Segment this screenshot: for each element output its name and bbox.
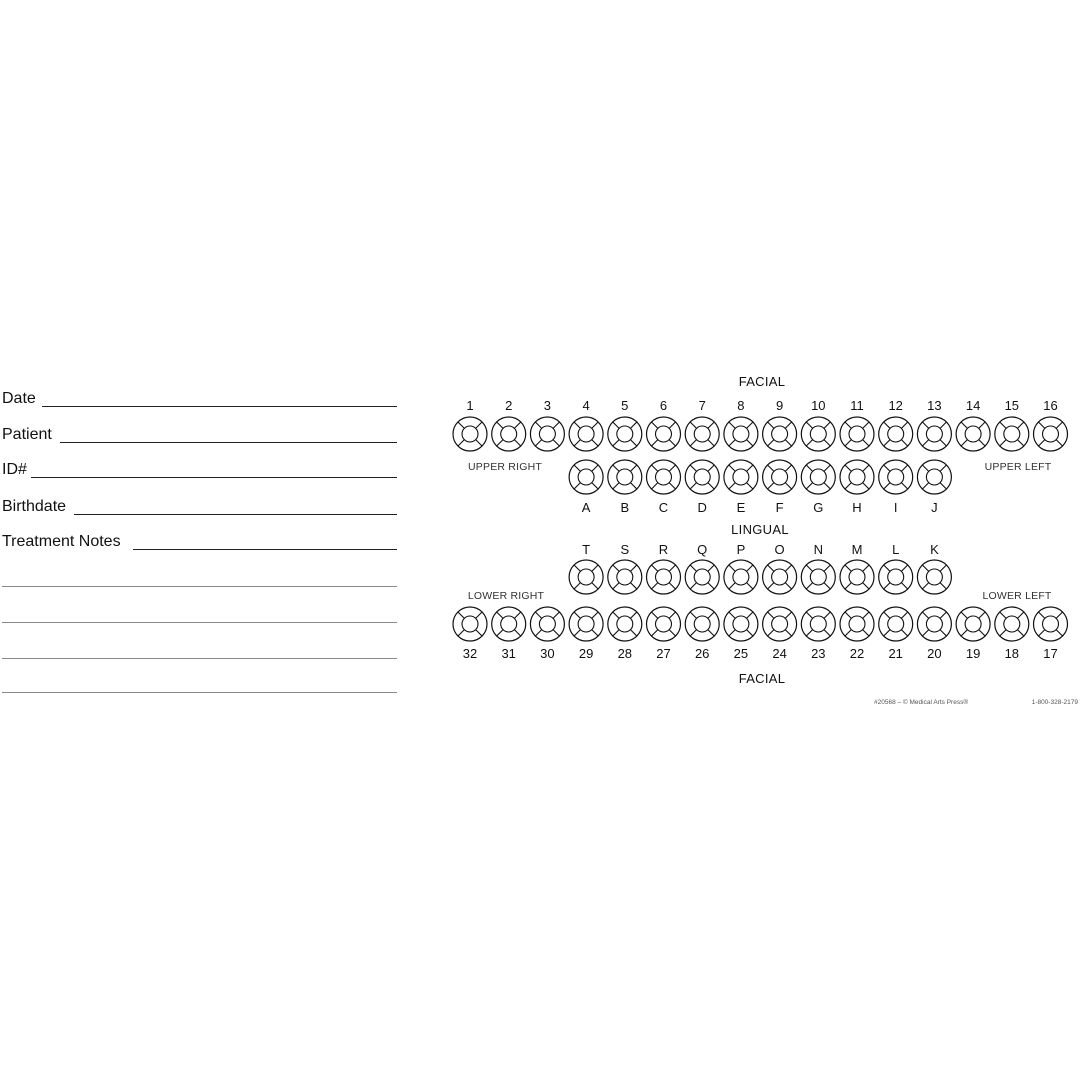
tooth-number-label: 16 <box>1043 398 1058 413</box>
tooth-31[interactable] <box>492 607 526 641</box>
tooth-R[interactable] <box>647 560 681 594</box>
footer-code: #20568 – © Medical Arts Press® <box>874 699 969 706</box>
tooth-A[interactable] <box>569 460 603 494</box>
tooth-number-label: P <box>736 542 746 557</box>
tooth-number-label: 22 <box>849 646 865 661</box>
tooth-number-label: 17 <box>1043 646 1058 661</box>
tooth-6[interactable] <box>647 417 681 451</box>
tooth-21[interactable] <box>879 607 913 641</box>
facial-bottom-label: FACIAL <box>738 671 786 686</box>
tooth-number-label: 27 <box>656 646 671 661</box>
tooth-number-label: E <box>736 500 746 515</box>
tooth-S[interactable] <box>608 560 642 594</box>
tooth-number-label: L <box>892 542 900 557</box>
tooth-number-label: H <box>852 500 862 515</box>
tooth-F[interactable] <box>763 460 797 494</box>
tooth-23[interactable] <box>801 607 835 641</box>
tooth-number-label: 18 <box>1004 646 1020 661</box>
tooth-10[interactable] <box>801 417 835 451</box>
tooth-C[interactable] <box>647 460 681 494</box>
tooth-number-label: F <box>775 500 784 515</box>
tooth-28[interactable] <box>608 607 642 641</box>
tooth-number-label: Q <box>697 542 708 557</box>
tooth-number-label: 10 <box>811 398 826 413</box>
tooth-E[interactable] <box>724 460 758 494</box>
tooth-number-label: 20 <box>927 646 942 661</box>
tooth-number-label: 31 <box>501 646 516 661</box>
tooth-B[interactable] <box>608 460 642 494</box>
tooth-number-label: S <box>620 542 630 557</box>
tooth-1[interactable] <box>453 417 487 451</box>
tooth-number-label: B <box>620 500 630 515</box>
tooth-number-label: T <box>582 542 591 557</box>
facial-top-label: FACIAL <box>738 374 786 389</box>
tooth-27[interactable] <box>647 607 681 641</box>
tooth-16[interactable] <box>1034 417 1068 451</box>
lingual-label: LINGUAL <box>731 522 789 537</box>
tooth-number-label: K <box>930 542 939 557</box>
tooth-number-label: 32 <box>462 646 478 661</box>
tooth-number-label: 8 <box>737 398 745 413</box>
tooth-number-label: O <box>774 542 785 557</box>
treatment-notes-label: Treatment Notes <box>2 533 121 550</box>
tooth-26[interactable] <box>685 607 719 641</box>
tooth-number-label: 19 <box>965 646 981 661</box>
footer-phone: 1-800-328-2179 <box>1031 699 1078 706</box>
tooth-4[interactable] <box>569 417 603 451</box>
tooth-number-label: 6 <box>659 398 668 413</box>
tooth-number-label: R <box>658 542 669 557</box>
tooth-20[interactable] <box>917 607 951 641</box>
tooth-9[interactable] <box>763 417 797 451</box>
tooth-5[interactable] <box>608 417 642 451</box>
tooth-19[interactable] <box>956 607 990 641</box>
tooth-O[interactable] <box>763 560 797 594</box>
tooth-number-label: 21 <box>888 646 903 661</box>
tooth-number-label: A <box>581 500 591 515</box>
tooth-number-label: D <box>697 500 707 515</box>
tooth-number-label: I <box>893 500 898 515</box>
birthdate-label: Birthdate <box>2 498 67 515</box>
tooth-2[interactable] <box>492 417 526 451</box>
tooth-number-label: 28 <box>617 646 633 661</box>
tooth-number-label: 23 <box>811 646 826 661</box>
tooth-22[interactable] <box>840 607 874 641</box>
tooth-30[interactable] <box>530 607 564 641</box>
tooth-number-label: 1 <box>466 398 474 413</box>
tooth-number-label: 26 <box>694 646 710 661</box>
tooth-G[interactable] <box>801 460 835 494</box>
tooth-number-label: 3 <box>543 398 552 413</box>
lower-left-label: LOWER LEFT <box>982 590 1052 602</box>
tooth-N[interactable] <box>801 560 835 594</box>
patient-label: Patient <box>2 426 52 443</box>
upper-right-label: UPPER RIGHT <box>468 461 542 473</box>
tooth-number-label: 11 <box>850 398 864 413</box>
tooth-24[interactable] <box>763 607 797 641</box>
lower-right-label: LOWER RIGHT <box>467 590 545 602</box>
tooth-8[interactable] <box>724 417 758 451</box>
tooth-3[interactable] <box>530 417 564 451</box>
tooth-14[interactable] <box>956 417 990 451</box>
tooth-number-label: G <box>813 500 824 515</box>
tooth-number-label: 2 <box>505 398 513 413</box>
tooth-number-label: 4 <box>582 398 590 413</box>
tooth-P[interactable] <box>724 560 758 594</box>
id-label: ID# <box>2 461 27 478</box>
tooth-25[interactable] <box>724 607 758 641</box>
tooth-number-label: J <box>931 500 938 515</box>
tooth-32[interactable] <box>453 607 487 641</box>
tooth-T[interactable] <box>569 560 603 594</box>
tooth-number-label: 12 <box>888 398 903 413</box>
tooth-J[interactable] <box>917 460 951 494</box>
tooth-number-label: M <box>851 542 863 557</box>
tooth-12[interactable] <box>879 417 913 451</box>
tooth-15[interactable] <box>995 417 1029 451</box>
tooth-number-label: 24 <box>772 646 787 661</box>
tooth-13[interactable] <box>917 417 951 451</box>
tooth-number-label: 14 <box>965 398 981 413</box>
tooth-29[interactable] <box>569 607 603 641</box>
tooth-7[interactable] <box>685 417 719 451</box>
tooth-number-label: 7 <box>698 398 706 413</box>
tooth-K[interactable] <box>917 560 951 594</box>
tooth-number-label: 9 <box>775 398 784 413</box>
tooth-11[interactable] <box>840 417 874 451</box>
tooth-number-label: 15 <box>1004 398 1020 413</box>
tooth-number-label: C <box>658 500 669 515</box>
tooth-number-label: 5 <box>621 398 629 413</box>
tooth-D[interactable] <box>685 460 719 494</box>
tooth-number-label: N <box>813 542 823 557</box>
tooth-M[interactable] <box>840 560 874 594</box>
upper-left-label: UPPER LEFT <box>984 461 1052 473</box>
tooth-L[interactable] <box>879 560 913 594</box>
tooth-number-label: 30 <box>540 646 555 661</box>
tooth-I[interactable] <box>879 460 913 494</box>
date-label: Date <box>2 390 36 407</box>
tooth-18[interactable] <box>995 607 1029 641</box>
tooth-H[interactable] <box>840 460 874 494</box>
tooth-number-label: 29 <box>578 646 594 661</box>
tooth-number-label: 13 <box>927 398 942 413</box>
tooth-Q[interactable] <box>685 560 719 594</box>
tooth-17[interactable] <box>1034 607 1068 641</box>
tooth-number-label: 25 <box>733 646 749 661</box>
